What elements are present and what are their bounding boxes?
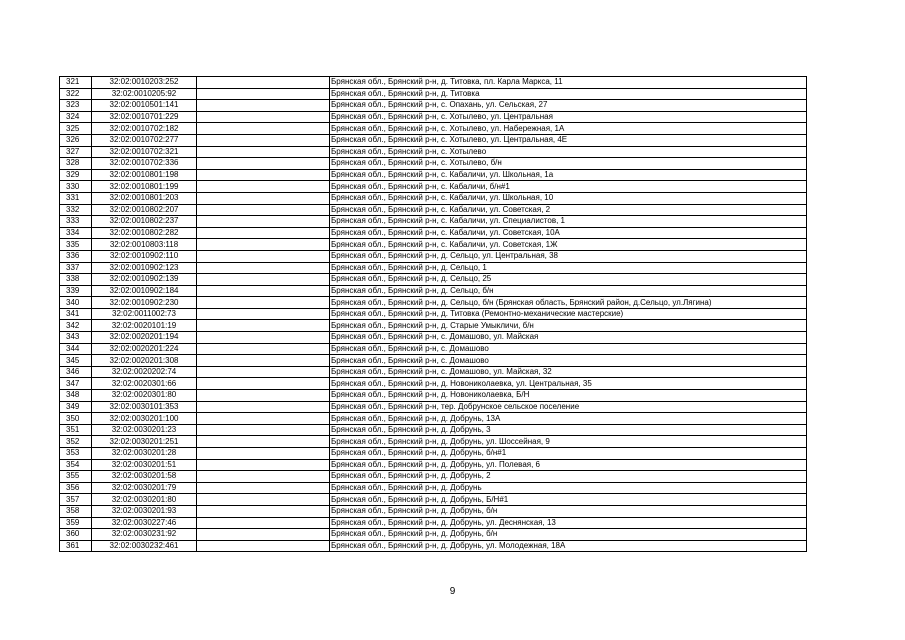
address-cell: Брянская обл., Брянский р-н, д. Сельцо, 1 [330,262,807,274]
empty-cell [197,355,330,367]
registry-table-body [60,77,807,552]
address-cell: Брянская обл., Брянский р-н, с. Домашово [330,343,807,355]
table-row [60,192,807,204]
row-number-cell: 350 [60,413,92,425]
row-number-cell: 324 [60,111,92,123]
cadastral-number-cell: 32:02:0020201:308 [92,355,197,367]
address-cell: Брянская обл., Брянский р-н, с. Кабаличи, ул. Советская, 2 [330,204,807,216]
table-row [60,239,807,251]
address-cell: Брянская обл., Брянский р-н, д. Добрунь, б/н [330,505,807,517]
cadastral-number-cell: 32:02:0020301:66 [92,378,197,390]
table-row [60,216,807,228]
row-number-cell: 337 [60,262,92,274]
row-number-cell: 353 [60,448,92,460]
table-row [60,529,807,541]
page-number: 9 [449,586,456,597]
cadastral-number-cell: 32:02:0030231:92 [92,529,197,541]
address-cell: Брянская обл., Брянский р-н, д. Титовка, пл. Карла Маркса, 11 [330,77,807,89]
row-number-cell: 336 [60,250,92,262]
cadastral-number-cell: 32:02:0030101:353 [92,401,197,413]
address-cell: Брянская обл., Брянский р-н, д. Добрунь [330,482,807,494]
address-cell: Брянская обл., Брянский р-н, д. Добрунь, ул. Полевая, 6 [330,459,807,471]
empty-cell [197,239,330,251]
address-cell: Брянская обл., Брянский р-н, с. Кабаличи, ул. Специалистов, 1 [330,216,807,228]
empty-cell [197,494,330,506]
table-row [60,494,807,506]
address-cell: Брянская обл., Брянский р-н, с. Кабаличи, ул. Школьная, 10 [330,192,807,204]
address-cell: Брянская обл., Брянский р-н, д. Титовка (Ремонтно-механические мастерские) [330,308,807,320]
address-cell: Брянская обл., Брянский р-н, д. Добрунь, 2 [330,471,807,483]
empty-cell [197,482,330,494]
table-row [60,134,807,146]
table-row [60,100,807,112]
cadastral-number-cell: 32:02:0010702:336 [92,158,197,170]
empty-cell [197,204,330,216]
empty-cell [197,123,330,135]
empty-cell [197,540,330,552]
table-row [60,401,807,413]
table-row [60,517,807,529]
address-cell: Брянская обл., Брянский р-н, д. Добрунь, ул. Деснянская, 13 [330,517,807,529]
address-cell: Брянская обл., Брянский р-н, д. Добрунь, Б/Н#1 [330,494,807,506]
row-number-cell: 341 [60,308,92,320]
address-cell: Брянская обл., Брянский р-н, с. Домашово [330,355,807,367]
address-cell: Брянская обл., Брянский р-н, д. Новониколаевка, Б/Н [330,390,807,402]
empty-cell [197,448,330,460]
table-row [60,332,807,344]
row-number-cell: 325 [60,123,92,135]
row-number-cell: 334 [60,227,92,239]
address-cell: Брянская обл., Брянский р-н, д. Сельцо, ул. Центральная, 38 [330,250,807,262]
row-number-cell: 346 [60,366,92,378]
address-cell: Брянская обл., Брянский р-н, с. Кабаличи, ул. Советская, 1Ж [330,239,807,251]
empty-cell [197,413,330,425]
table-row [60,77,807,89]
table-row [60,320,807,332]
empty-cell [197,169,330,181]
empty-cell [197,192,330,204]
table-row [60,285,807,297]
row-number-cell: 338 [60,274,92,286]
address-cell: Брянская обл., Брянский р-н, с. Хотылево, б/н [330,158,807,170]
address-cell: Брянская обл., Брянский р-н, д. Сельцо, б/н (Брянская область, Брянский район, д.Сельцо, ул.Лягина) [330,297,807,309]
address-cell: Брянская обл., Брянский р-н, с. Домашово, ул. Майская, 32 [330,366,807,378]
address-cell: Брянская обл., Брянский р-н, д. Старые Умыкличи, б/н [330,320,807,332]
address-cell: Брянская обл., Брянский р-н, д. Новониколаевка, ул. Центральная, 35 [330,378,807,390]
row-number-cell: 322 [60,88,92,100]
empty-cell [197,297,330,309]
empty-cell [197,100,330,112]
table-row [60,505,807,517]
empty-cell [197,401,330,413]
cadastral-number-cell: 32:02:0010702:182 [92,123,197,135]
cadastral-number-cell: 32:02:0010203:252 [92,77,197,89]
registry-table [59,76,807,552]
cadastral-number-cell: 32:02:0010902:110 [92,250,197,262]
cadastral-number-cell: 32:02:0010205:92 [92,88,197,100]
row-number-cell: 344 [60,343,92,355]
empty-cell [197,517,330,529]
table-row [60,123,807,135]
empty-cell [197,471,330,483]
table-row [60,366,807,378]
table-row [60,169,807,181]
row-number-cell: 361 [60,540,92,552]
table-row [60,390,807,402]
empty-cell [197,158,330,170]
cadastral-number-cell: 32:02:0030227:46 [92,517,197,529]
cadastral-number-cell: 32:02:0011002:73 [92,308,197,320]
address-cell: Брянская обл., Брянский р-н, д. Добрунь, ул. Молодежная, 18А [330,540,807,552]
row-number-cell: 335 [60,239,92,251]
table-row [60,88,807,100]
table-row [60,274,807,286]
row-number-cell: 329 [60,169,92,181]
table-row [60,448,807,460]
address-cell: Брянская обл., Брянский р-н, с. Кабаличи, ул. Советская, 10А [330,227,807,239]
empty-cell [197,343,330,355]
table-row [60,482,807,494]
table-row [60,227,807,239]
address-cell: Брянская обл., Брянский р-н, д. Титовка [330,88,807,100]
cadastral-number-cell: 32:02:0030232:461 [92,540,197,552]
row-number-cell: 340 [60,297,92,309]
row-number-cell: 323 [60,100,92,112]
address-cell: Брянская обл., Брянский р-н, д. Добрунь, ул. Шоссейная, 9 [330,436,807,448]
address-cell: Брянская обл., Брянский р-н, д. Добрунь, 13А [330,413,807,425]
cadastral-number-cell: 32:02:0020101:19 [92,320,197,332]
address-cell: Брянская обл., Брянский р-н, с. Хотылево, ул. Набережная, 1А [330,123,807,135]
row-number-cell: 354 [60,459,92,471]
cadastral-number-cell: 32:02:0010801:198 [92,169,197,181]
cadastral-number-cell: 32:02:0010803:118 [92,239,197,251]
cadastral-number-cell: 32:02:0010702:321 [92,146,197,158]
row-number-cell: 352 [60,436,92,448]
empty-cell [197,424,330,436]
table-row [60,181,807,193]
row-number-cell: 347 [60,378,92,390]
row-number-cell: 321 [60,77,92,89]
cadastral-number-cell: 32:02:0030201:28 [92,448,197,460]
cadastral-number-cell: 32:02:0020201:224 [92,343,197,355]
cadastral-number-cell: 32:02:0030201:93 [92,505,197,517]
address-cell: Брянская обл., Брянский р-н, с. Кабаличи, ул. Школьная, 1а [330,169,807,181]
cadastral-number-cell: 32:02:0030201:79 [92,482,197,494]
row-number-cell: 349 [60,401,92,413]
empty-cell [197,88,330,100]
table-row [60,262,807,274]
cadastral-number-cell: 32:02:0010801:203 [92,192,197,204]
empty-cell [197,216,330,228]
table-row [60,158,807,170]
cadastral-number-cell: 32:02:0030201:23 [92,424,197,436]
table-row [60,308,807,320]
cadastral-number-cell: 32:02:0020201:194 [92,332,197,344]
table-row [60,459,807,471]
cadastral-number-cell: 32:02:0010802:282 [92,227,197,239]
cadastral-number-cell: 32:02:0010802:237 [92,216,197,228]
table-row [60,540,807,552]
empty-cell [197,366,330,378]
cadastral-number-cell: 32:02:0030201:51 [92,459,197,471]
empty-cell [197,378,330,390]
empty-cell [197,332,330,344]
table-row [60,297,807,309]
address-cell: Брянская обл., Брянский р-н, с. Хотылево [330,146,807,158]
row-number-cell: 355 [60,471,92,483]
empty-cell [197,459,330,471]
address-cell: Брянская обл., Брянский р-н, с. Хотылево, ул. Центральная [330,111,807,123]
empty-cell [197,390,330,402]
empty-cell [197,111,330,123]
address-cell: Брянская обл., Брянский р-н, д. Сельцо, 25 [330,274,807,286]
cadastral-number-cell: 32:02:0010902:123 [92,262,197,274]
empty-cell [197,262,330,274]
empty-cell [197,529,330,541]
table-row [60,436,807,448]
cadastral-number-cell: 32:02:0030201:80 [92,494,197,506]
address-cell: Брянская обл., Брянский р-н, д. Добрунь, 3 [330,424,807,436]
empty-cell [197,285,330,297]
address-cell: Брянская обл., Брянский р-н, с. Опахань, ул. Сельская, 27 [330,100,807,112]
cadastral-number-cell: 32:02:0030201:100 [92,413,197,425]
cadastral-number-cell: 32:02:0010702:277 [92,134,197,146]
empty-cell [197,505,330,517]
row-number-cell: 357 [60,494,92,506]
row-number-cell: 339 [60,285,92,297]
empty-cell [197,320,330,332]
empty-cell [197,227,330,239]
row-number-cell: 330 [60,181,92,193]
table-row [60,343,807,355]
table-row [60,111,807,123]
table-row [60,413,807,425]
row-number-cell: 359 [60,517,92,529]
cadastral-number-cell: 32:02:0020202:74 [92,366,197,378]
empty-cell [197,181,330,193]
address-cell: Брянская обл., Брянский р-н, д. Добрунь, б/н#1 [330,448,807,460]
row-number-cell: 351 [60,424,92,436]
row-number-cell: 345 [60,355,92,367]
row-number-cell: 358 [60,505,92,517]
row-number-cell: 328 [60,158,92,170]
table-row [60,471,807,483]
empty-cell [197,77,330,89]
row-number-cell: 327 [60,146,92,158]
cadastral-number-cell: 32:02:0030201:58 [92,471,197,483]
empty-cell [197,274,330,286]
address-cell: Брянская обл., Брянский р-н, с. Хотылево, ул. Центральная, 4Е [330,134,807,146]
cadastral-number-cell: 32:02:0010902:230 [92,297,197,309]
row-number-cell: 348 [60,390,92,402]
cadastral-number-cell: 32:02:0010902:139 [92,274,197,286]
cadastral-number-cell: 32:02:0010902:184 [92,285,197,297]
row-number-cell: 333 [60,216,92,228]
row-number-cell: 342 [60,320,92,332]
cadastral-number-cell: 32:02:0030201:251 [92,436,197,448]
empty-cell [197,436,330,448]
cadastral-number-cell: 32:02:0010801:199 [92,181,197,193]
cadastral-number-cell: 32:02:0010701:229 [92,111,197,123]
cadastral-number-cell: 32:02:0020301:80 [92,390,197,402]
empty-cell [197,308,330,320]
table-row [60,378,807,390]
address-cell: Брянская обл., Брянский р-н, д. Добрунь, б/н [330,529,807,541]
address-cell: Брянская обл., Брянский р-н, тер. Добрунское сельское поселение [330,401,807,413]
cadastral-number-cell: 32:02:0010802:207 [92,204,197,216]
table-row [60,146,807,158]
row-number-cell: 343 [60,332,92,344]
table-row [60,250,807,262]
empty-cell [197,146,330,158]
table-row [60,204,807,216]
address-cell: Брянская обл., Брянский р-н, с. Домашово, ул. Майская [330,332,807,344]
table-row [60,355,807,367]
row-number-cell: 331 [60,192,92,204]
row-number-cell: 326 [60,134,92,146]
row-number-cell: 360 [60,529,92,541]
empty-cell [197,134,330,146]
table-row [60,424,807,436]
cadastral-number-cell: 32:02:0010501:141 [92,100,197,112]
address-cell: Брянская обл., Брянский р-н, с. Кабаличи, б/н#1 [330,181,807,193]
address-cell: Брянская обл., Брянский р-н, д. Сельцо, б/н [330,285,807,297]
empty-cell [197,250,330,262]
row-number-cell: 332 [60,204,92,216]
row-number-cell: 356 [60,482,92,494]
